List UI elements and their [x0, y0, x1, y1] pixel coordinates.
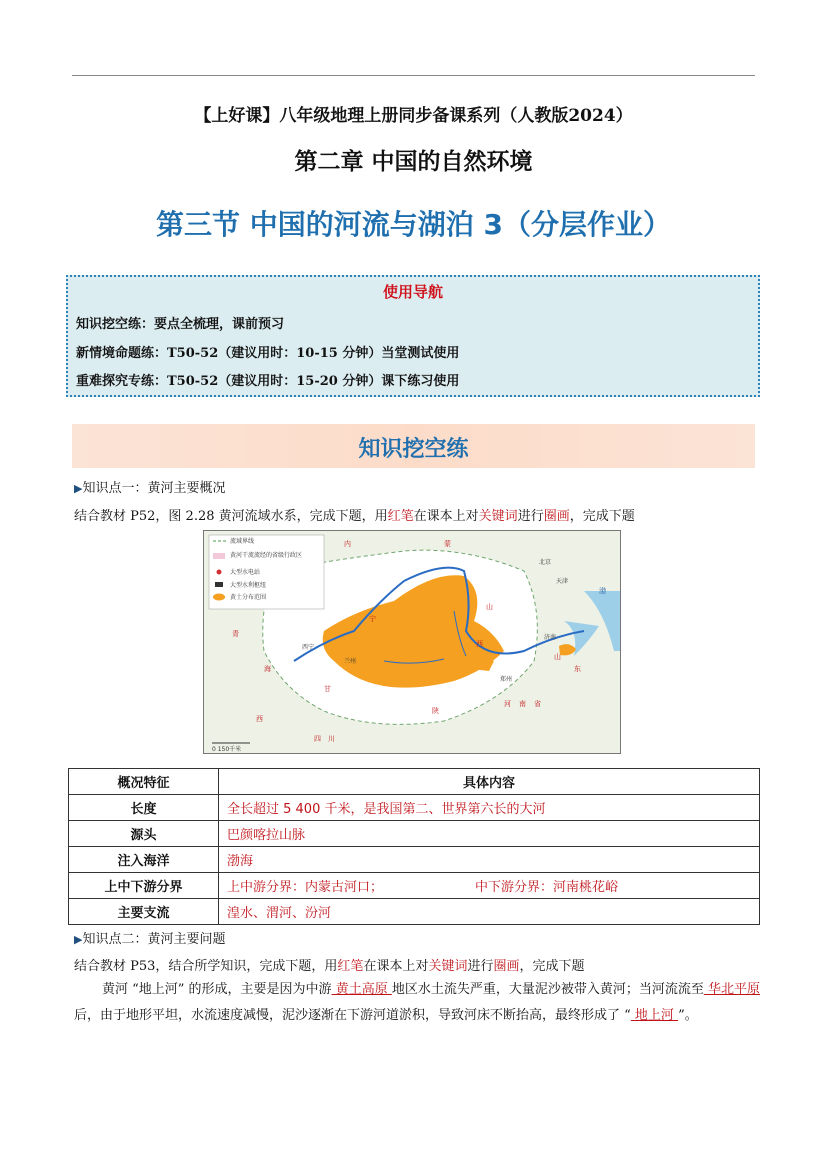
table-value-cell — [219, 873, 760, 899]
yellow-river-overview-table — [68, 768, 760, 925]
scale-bar-label: 0 150千米 — [212, 746, 242, 753]
table-header: 具体内容 — [219, 769, 760, 795]
map-label: 郑州 — [500, 676, 513, 683]
guide-line: 重难探究专练：T50-52（建议用时：15-20 分钟）课下练习使用 — [76, 374, 460, 389]
table-key-cell: 上中下游分界 — [69, 873, 219, 899]
table-key-cell: 注入海洋 — [69, 847, 219, 873]
answer-blank: 地上河 — [630, 1008, 679, 1023]
map-label: 西 — [256, 715, 263, 723]
kp2-heading: 知识点二：黄河主要问题 — [82, 932, 226, 947]
table-key-cell: 长度 — [69, 795, 219, 821]
knowledge-point-1 — [74, 477, 225, 496]
section-title: 第三节 中国的河流与湖泊 3（分层作业） — [156, 208, 671, 241]
upper-middle-boundary: 上中游分界：内蒙古河口； — [227, 880, 384, 895]
text: ”。 — [678, 1008, 698, 1023]
text: 后，由于地形平坦，水流速度减慢，泥沙逐渐在下游河道淤积，导致河床不断抬高， — [74, 1008, 556, 1023]
text: 最终形成了 “ — [555, 1008, 631, 1023]
keyword: 圈画 — [493, 959, 520, 974]
table-row — [69, 795, 760, 821]
text: 进行 — [467, 959, 494, 974]
map-label: 山 — [554, 653, 561, 661]
map-label: 北京 — [539, 559, 552, 566]
text: 地区水土流失严重，大量泥沙被带入黄河；当 — [391, 982, 652, 997]
table-key-cell: 源头 — [69, 821, 219, 847]
table-key-cell: 主要支流 — [69, 899, 219, 925]
keyword: 红笔 — [387, 509, 414, 524]
series-title: 【上好课】八年级地理上册同步备课系列（人教版2024） — [194, 106, 633, 126]
map-label: 西宁 — [302, 644, 315, 651]
keyword: 红笔 — [337, 959, 364, 974]
text: 进行 — [517, 509, 544, 524]
text: 结合教材 P53，结合所学知识，完成下题，用 — [74, 959, 338, 974]
legend-text: 流域界线 — [230, 538, 255, 545]
text: ，完成下题 — [519, 959, 585, 974]
keyword: 圈画 — [543, 509, 570, 524]
table-header: 概况特征 — [69, 769, 219, 795]
kp1-instruction — [74, 505, 635, 524]
text: 黄河 “地上河” 的形成，主要是因为中游 — [102, 982, 332, 997]
map-label: 天津 — [556, 578, 569, 585]
table-row — [69, 873, 760, 899]
yellow-river-basin-map — [203, 530, 621, 754]
map-label: 宁 — [369, 615, 376, 623]
legend-text: 黄土分布范围 — [230, 594, 267, 601]
text: 结合教材 P52，图 2.28 黄河流域水系，完成下题，用 — [74, 509, 388, 524]
legend-text: 黄河干流流经的省级行政区 — [230, 552, 303, 559]
kp1-heading: 知识点一：黄河主要概况 — [82, 481, 226, 496]
map-label: 四 — [314, 735, 321, 743]
map-label: 河 — [504, 700, 511, 708]
map-label: 省 — [534, 700, 541, 708]
map-label: 甘 — [324, 685, 331, 693]
map-label: 南 — [519, 700, 526, 708]
map-label: 内 — [344, 540, 351, 548]
knowledge-point-2 — [74, 928, 225, 947]
map-label: 海 — [264, 665, 271, 673]
map-label: 东 — [574, 665, 581, 673]
map-label: 渤 — [599, 587, 606, 595]
text: 在课本上对 — [413, 509, 479, 524]
keyword: 关键词 — [478, 509, 518, 524]
table-value-cell: 渤海 — [219, 847, 760, 873]
table-row — [69, 821, 760, 847]
keyword: 关键词 — [428, 959, 468, 974]
legend-text: 大型水电站 — [230, 569, 261, 576]
table-value-cell: 湟水、渭河、汾河 — [219, 899, 760, 925]
map-label: 蒙 — [444, 540, 451, 548]
map-label: 西 — [476, 640, 483, 648]
map-label: 陕 — [432, 707, 439, 715]
triangle-icon: ▶ — [74, 482, 83, 495]
text: ，完成下题 — [569, 509, 635, 524]
text: 在课本上对 — [363, 959, 429, 974]
fill-in-paragraph — [74, 977, 764, 1029]
chapter-title: 第二章 中国的自然环境 — [294, 149, 533, 175]
middle-lower-boundary: 中下游分界：河南桃花峪 — [475, 880, 619, 895]
guide-line: 知识挖空练：要点全梳理，课前预习 — [76, 317, 285, 332]
table-value-cell: 全长超过 5 400 千米，是我国第二、世界第六长的大河 — [219, 795, 760, 821]
band-title: 知识挖空练 — [358, 437, 469, 462]
map-label: 济南 — [544, 634, 557, 641]
map-label: 山 — [486, 603, 493, 611]
top-rule — [72, 75, 755, 76]
guide-title: 使用导航 — [382, 283, 443, 301]
map-legend — [209, 535, 324, 609]
table-row — [69, 899, 760, 925]
usage-guide-box — [66, 275, 760, 397]
table-row — [69, 847, 760, 873]
text: 河流流至 — [651, 982, 704, 997]
guide-line: 新情境命题练：T50-52（建议用时：10-15 分钟）当堂测试使用 — [76, 346, 460, 361]
table-header-row — [69, 769, 760, 795]
answer-blank: 黄土高原 — [331, 982, 392, 997]
section-band — [72, 424, 755, 468]
legend-text: 大型水利枢纽 — [230, 582, 267, 589]
kp2-instruction — [74, 955, 585, 974]
table-value-cell: 巴颜喀拉山脉 — [219, 821, 760, 847]
map-svg — [204, 531, 621, 754]
map-label: 兰州 — [344, 658, 357, 665]
triangle-icon: ▶ — [74, 933, 83, 946]
answer-blank: 华北平原 — [703, 982, 760, 997]
map-label: 川 — [328, 735, 335, 743]
map-label: 青 — [232, 630, 239, 638]
